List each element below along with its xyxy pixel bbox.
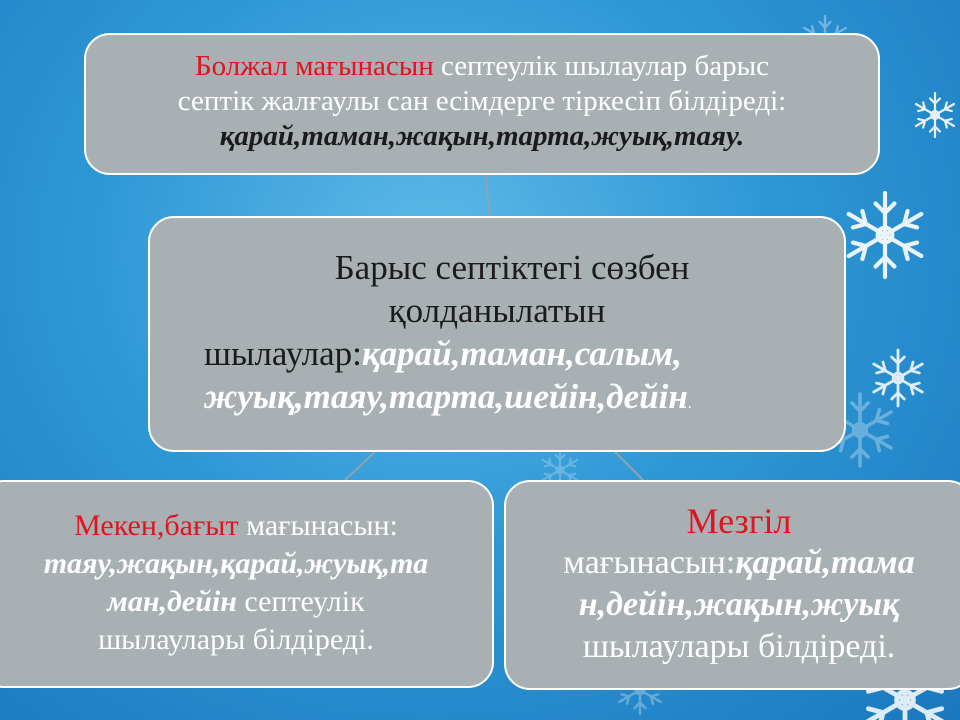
center-box-line-3-plain: шылаулар: xyxy=(204,334,362,373)
left-box-line-1 xyxy=(0,507,492,545)
center-box-line-3 xyxy=(150,332,844,375)
top-box-line-1 xyxy=(86,49,878,84)
left-box-text-2: септеулік xyxy=(236,585,365,618)
right-box-examples-2: н,дейін,жақын,жуық xyxy=(578,586,900,623)
top-box-approximate-meaning xyxy=(84,33,880,175)
right-box-red-heading: Мезгіл xyxy=(686,501,792,541)
left-box-examples-2: ман,дейін xyxy=(107,585,237,618)
left-box-text-3: шылаулары білдіреді. xyxy=(98,623,374,656)
center-box-line-3-examples: қарай,таман,салым, xyxy=(361,334,682,373)
right-box-examples-1: қарай,тама xyxy=(735,544,915,581)
left-box-red-heading: Мекен,бағыт xyxy=(74,509,239,542)
center-box-line-4-end: . xyxy=(687,395,692,412)
center-box-line-1: Барыс септіктегі сөзбен xyxy=(334,248,690,287)
top-box-examples: қарай,таман,жақын,тарта,жуық,таяу. xyxy=(219,120,745,152)
left-box-line-3 xyxy=(0,583,492,621)
center-box-line-4 xyxy=(150,375,844,425)
connector-top xyxy=(486,175,489,216)
top-box-text-1: септеулік шылаулар барыс xyxy=(433,50,770,82)
center-box-line-4-examples: жуық,таяу,тарта,шейін,дейін xyxy=(204,377,688,416)
left-box-examples-1: таяу,жақын,қарай,жуық,та xyxy=(43,547,429,580)
left-box-text-1: мағынасын: xyxy=(238,509,398,542)
right-box-line-2 xyxy=(506,542,960,584)
right-box-time-meaning xyxy=(504,480,960,690)
center-box-main-topic xyxy=(148,216,846,452)
top-box-text-2: септік жалғаулы сан есімдерге тіркесіп білдіреді: xyxy=(177,85,787,117)
right-box-text-1: мағынасын: xyxy=(563,544,736,581)
center-box-line-2: қолданылатын xyxy=(388,291,606,330)
connector-left xyxy=(345,452,375,480)
left-box-place-direction-meaning xyxy=(0,480,494,688)
top-box-red-heading: Болжал мағынасын xyxy=(194,50,434,82)
right-box-text-2: шылаулары білдіреді. xyxy=(582,628,896,665)
connector-right xyxy=(615,452,643,480)
